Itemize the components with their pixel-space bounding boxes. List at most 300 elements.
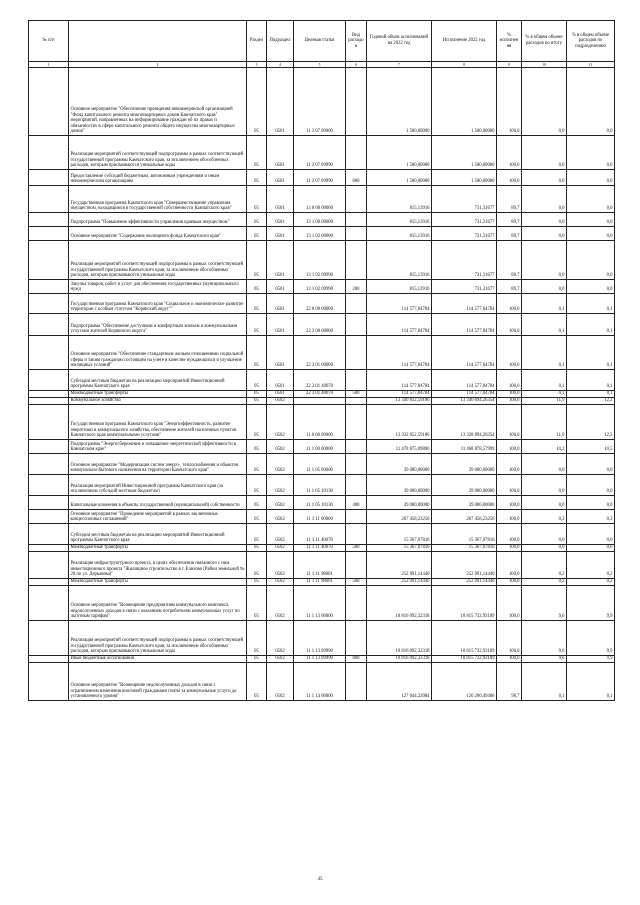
cell-num <box>29 294 69 314</box>
cell-plan: 10 816 092,32318 <box>367 656 432 663</box>
cell-podrazdel: 0501 <box>267 170 294 186</box>
cell-num <box>29 552 69 579</box>
cell-name: Капитальные вложения в объекты государственной (муниципальной) собственности <box>69 496 247 510</box>
cell-num <box>29 398 69 405</box>
cell-share-total: 0,0 <box>522 545 567 552</box>
column-index: 7 <box>367 62 432 68</box>
table-row <box>29 241 615 280</box>
cell-share-sub: 0,1 <box>567 294 615 314</box>
table-row <box>29 510 615 524</box>
cell-fact: 13 328 894,26354 <box>432 405 497 440</box>
cell-razdel: 05 <box>247 405 267 440</box>
cell-vid <box>346 294 367 314</box>
table-row <box>29 405 615 440</box>
cell-num <box>29 545 69 552</box>
cell-num <box>29 496 69 510</box>
cell-razdel: 05 <box>247 370 267 391</box>
cell-fact: 15 367,07816 <box>432 545 497 552</box>
cell-razdel: 05 <box>247 545 267 552</box>
cell-share-total: 0,0 <box>522 213 567 227</box>
cell-fact: 39 000,00000 <box>432 475 497 496</box>
cell-pct: 100,0 <box>497 454 522 475</box>
table-row <box>29 440 615 454</box>
cell-razdel: 05 <box>247 68 267 136</box>
cell-fact: 39 000,00000 <box>432 454 497 475</box>
cell-podrazdel: 0501 <box>267 213 294 227</box>
cell-share-sub: 0,2 <box>567 579 615 586</box>
cell-vid: 800 <box>346 656 367 663</box>
cell-share-total: 9,6 <box>522 656 567 663</box>
table-row <box>29 552 615 579</box>
cell-share-total: 10,2 <box>522 440 567 454</box>
table-row <box>29 294 615 314</box>
table-row <box>29 170 615 186</box>
table-row <box>29 496 615 510</box>
cell-razdel: 05 <box>247 213 267 227</box>
cell-num <box>29 579 69 586</box>
cell-name: Межбюджетные трансферты <box>69 545 247 552</box>
cell-podrazdel: 0502 <box>267 510 294 524</box>
header-razdel: Раздел <box>247 21 267 62</box>
header-podrazdel: Подраздел <box>267 21 294 62</box>
cell-podrazdel: 0502 <box>267 552 294 579</box>
column-index: 3 <box>247 62 267 68</box>
cell-celevaya: 13 1 02 00000 <box>294 227 346 241</box>
cell-fact: 731,31677 <box>432 241 497 280</box>
cell-plan: 15 367,07816 <box>367 524 432 545</box>
cell-razdel: 05 <box>247 391 267 398</box>
header-row <box>29 21 615 62</box>
cell-podrazdel: 0501 <box>267 186 294 213</box>
table-row <box>29 545 615 552</box>
cell-razdel: 05 <box>247 524 267 545</box>
cell-podrazdel: 0501 <box>267 136 294 170</box>
cell-podrazdel: 0501 <box>267 280 294 294</box>
cell-vid: 500 <box>346 391 367 398</box>
cell-vid <box>346 336 367 370</box>
cell-share-sub: 0,1 <box>567 370 615 391</box>
cell-fact: 13 346 694,26354 <box>432 398 497 405</box>
budget-table-sheet <box>28 20 614 701</box>
cell-fact: 1 500,00000 <box>432 136 497 170</box>
cell-pct: 100,0 <box>497 336 522 370</box>
cell-vid <box>346 552 367 579</box>
cell-share-sub: 9,9 <box>567 586 615 621</box>
header-pct-razdel: % в общем объеме расходов по подразделению <box>567 21 615 62</box>
cell-pct: 89,7 <box>497 213 522 227</box>
cell-name: Основное мероприятие "Возмещение недополученных доходов в связи с ограничением изменения вносимой гражданами платы за коммунальные услуги до установленного уровня" <box>69 663 247 701</box>
cell-celevaya: 11 1 05 00000 <box>294 454 346 475</box>
cell-name: Подпрограмма "Повышение эффективности управления краевым имуществом" <box>69 213 247 227</box>
cell-vid <box>346 405 367 440</box>
cell-celevaya: 13 1 02 09990 <box>294 241 346 280</box>
cell-celevaya: 13 1 00 00000 <box>294 213 346 227</box>
table-row <box>29 370 615 391</box>
cell-num <box>29 170 69 186</box>
cell-vid <box>346 68 367 136</box>
header-name <box>69 21 247 62</box>
cell-podrazdel: 0502 <box>267 524 294 545</box>
header-celevaya: Целевая статья <box>294 21 346 62</box>
cell-share-total: 0,0 <box>522 227 567 241</box>
cell-fact: 39 000,00000 <box>432 496 497 510</box>
table-row <box>29 186 615 213</box>
cell-razdel: 05 <box>247 136 267 170</box>
cell-num <box>29 405 69 440</box>
cell-fact: 114 577,84784 <box>432 370 497 391</box>
cell-razdel: 05 <box>247 510 267 524</box>
cell-razdel: 05 <box>247 656 267 663</box>
cell-celevaya: 13 1 02 09990 <box>294 280 346 294</box>
cell-num <box>29 524 69 545</box>
cell-pct: 100,0 <box>497 314 522 336</box>
cell-num <box>29 454 69 475</box>
cell-pct: 100,0 <box>497 656 522 663</box>
cell-vid <box>346 586 367 621</box>
cell-celevaya <box>294 398 346 405</box>
cell-celevaya: 11 1 13 00000 <box>294 586 346 621</box>
cell-fact: 252 091,14440 <box>432 579 497 586</box>
cell-share-total: 11,9 <box>522 398 567 405</box>
cell-share-total: 0,1 <box>522 391 567 398</box>
cell-name: Подпрограмма "Обеспечение доступным и комфортным жильем и коммунальными услугами жителей Корякского округа" <box>69 314 247 336</box>
cell-celevaya: 22 3 00 00000 <box>294 314 346 336</box>
cell-podrazdel: 0502 <box>267 405 294 440</box>
column-index: 2 <box>69 62 247 68</box>
table-row <box>29 280 615 294</box>
cell-share-total: 0,0 <box>522 186 567 213</box>
cell-share-total: 0,1 <box>522 294 567 314</box>
cell-celevaya: 11 1 05 10130 <box>294 496 346 510</box>
cell-num <box>29 475 69 496</box>
cell-razdel: 05 <box>247 663 267 701</box>
cell-vid <box>346 370 367 391</box>
cell-share-sub: 0,0 <box>567 227 615 241</box>
cell-podrazdel: 0502 <box>267 621 294 656</box>
cell-fact: 731,31677 <box>432 227 497 241</box>
cell-share-total: 0,0 <box>522 496 567 510</box>
cell-pct: 89,7 <box>497 227 522 241</box>
cell-num <box>29 510 69 524</box>
cell-plan: 815,13916 <box>367 227 432 241</box>
cell-vid <box>346 621 367 656</box>
header-ispolneno: Исполнение 2022 год <box>432 21 497 62</box>
cell-podrazdel: 0502 <box>267 579 294 586</box>
cell-share-total: 0,0 <box>522 280 567 294</box>
cell-share-total: 0,2 <box>522 552 567 579</box>
cell-share-sub: 0,1 <box>567 391 615 398</box>
cell-pct: 100,0 <box>497 391 522 398</box>
cell-celevaya: 11 1 00 00000 <box>294 440 346 454</box>
cell-vid <box>346 454 367 475</box>
header-num: № п/п <box>29 21 69 62</box>
table-row <box>29 398 615 405</box>
cell-share-total: 0,0 <box>522 524 567 545</box>
cell-plan: 1 500,00000 <box>367 68 432 136</box>
cell-vid <box>346 510 367 524</box>
cell-share-sub: 0,0 <box>567 186 615 213</box>
cell-name: Предоставление субсидий бюджетным, автономным учреждениям и иным некоммерческим организациям <box>69 170 247 186</box>
cell-fact: 1 500,00000 <box>432 68 497 136</box>
cell-plan: 114 577,84784 <box>367 294 432 314</box>
cell-vid <box>346 475 367 496</box>
cell-name: Подпрограмма "Энергосбережение и повышение энергетической эффективности в Камчатском крае" <box>69 440 247 454</box>
cell-share-total: 0,1 <box>522 370 567 391</box>
cell-pct: 89,7 <box>497 186 522 213</box>
cell-name: Реализация мероприятий Инвестиционной программы Камчатского края (за исключением субсидий местным бюджетам) <box>69 475 247 496</box>
cell-celevaya: 22 3 01 00000 <box>294 336 346 370</box>
cell-name: Государственная программа Камчатского края "Социальное и экономическое развитие территории с особым статусом "Корякский округ"" <box>69 294 247 314</box>
cell-num <box>29 336 69 370</box>
cell-razdel: 05 <box>247 579 267 586</box>
cell-share-sub: 0,0 <box>567 524 615 545</box>
cell-razdel: 05 <box>247 227 267 241</box>
cell-pct: 89,7 <box>497 280 522 294</box>
cell-num <box>29 391 69 398</box>
table-row <box>29 586 615 621</box>
cell-vid <box>346 314 367 336</box>
cell-pct: 100,0 <box>497 545 522 552</box>
cell-fact: 114 577,84784 <box>432 294 497 314</box>
cell-name: Основное мероприятие "Проведение мероприятий в рамках заключенных концессионных соглашений" <box>69 510 247 524</box>
cell-name: Закупка товаров, работ и услуг для обеспечения государственных (муниципальных) нужд <box>69 280 247 294</box>
cell-share-sub: 0,0 <box>567 454 615 475</box>
cell-vid <box>346 398 367 405</box>
cell-share-sub: 0,1 <box>567 314 615 336</box>
cell-share-total: 0,1 <box>522 314 567 336</box>
cell-razdel: 05 <box>247 454 267 475</box>
cell-celevaya: 11 1 11 98001 <box>294 552 346 579</box>
cell-plan: 39 000,00000 <box>367 496 432 510</box>
cell-num <box>29 136 69 170</box>
cell-pct: 100,0 <box>497 170 522 186</box>
cell-plan: 13 340 832,59186 <box>367 398 432 405</box>
cell-num <box>29 280 69 294</box>
cell-celevaya: 11 0 00 00000 <box>294 405 346 440</box>
cell-pct: 100,0 <box>497 496 522 510</box>
cell-pct: 100,0 <box>497 68 522 136</box>
cell-vid: 500 <box>346 579 367 586</box>
cell-share-sub: 0,1 <box>567 663 615 701</box>
cell-fact: 15 367,07816 <box>432 524 497 545</box>
cell-celevaya: 11 1 13 09990 <box>294 656 346 663</box>
cell-pct: 100,0 <box>497 136 522 170</box>
cell-razdel: 05 <box>247 586 267 621</box>
cell-plan: 815,13916 <box>367 213 432 227</box>
cell-podrazdel: 0501 <box>267 68 294 136</box>
cell-podrazdel: 0502 <box>267 475 294 496</box>
cell-fact: 731,31677 <box>432 280 497 294</box>
cell-num <box>29 370 69 391</box>
cell-num <box>29 656 69 663</box>
cell-share-sub: 0,0 <box>567 170 615 186</box>
cell-podrazdel: 0502 <box>267 454 294 475</box>
cell-fact: 126 206,49406 <box>432 663 497 701</box>
header-godovoy: Годовой объем ассигнований на 2022 год <box>367 21 432 62</box>
cell-share-sub: 0,1 <box>567 336 615 370</box>
cell-celevaya: 11 1 11 98001 <box>294 579 346 586</box>
cell-name: Реализация инфраструктурного проекта, в целях обеспечения связанного с ним инвестиционного проекта "Жилищное строительство в г. Елизово (Район земельной № 20 по ул. Деркачева)" <box>69 552 247 579</box>
cell-share-sub: 0,0 <box>567 136 615 170</box>
cell-share-sub: 0,0 <box>567 213 615 227</box>
table-row <box>29 314 615 336</box>
cell-razdel: 05 <box>247 621 267 656</box>
cell-pct: 100,0 <box>497 586 522 621</box>
cell-vid: 400 <box>346 496 367 510</box>
column-index: 9 <box>497 62 522 68</box>
cell-name: Субсидии местным бюджетам на реализацию мероприятий Инвестиционной программы Камчатского края <box>69 370 247 391</box>
table-row <box>29 579 615 586</box>
cell-podrazdel: 0502 <box>267 545 294 552</box>
cell-share-total: 0,0 <box>522 475 567 496</box>
cell-share-total: 9,6 <box>522 621 567 656</box>
cell-podrazdel: 0501 <box>267 314 294 336</box>
cell-num <box>29 440 69 454</box>
cell-vid <box>346 663 367 701</box>
cell-num <box>29 241 69 280</box>
cell-vid <box>346 524 367 545</box>
cell-podrazdel: 0502 <box>267 398 294 405</box>
cell-num <box>29 586 69 621</box>
table-row <box>29 213 615 227</box>
cell-fact: 114 577,84784 <box>432 391 497 398</box>
cell-fact: 731,31677 <box>432 186 497 213</box>
cell-plan: 10 816 092,32318 <box>367 586 432 621</box>
cell-pct: 100,0 <box>497 294 522 314</box>
cell-plan: 114 577,84784 <box>367 314 432 336</box>
cell-vid <box>346 440 367 454</box>
cell-razdel: 05 <box>247 186 267 213</box>
cell-share-total: 0,0 <box>522 170 567 186</box>
cell-name: Основное мероприятие "Содержание жилищного фонда Камчатского края" <box>69 227 247 241</box>
cell-podrazdel: 0501 <box>267 294 294 314</box>
cell-name: Иные бюджетные ассигнования <box>69 656 247 663</box>
table-row <box>29 68 615 136</box>
cell-vid: 600 <box>346 170 367 186</box>
cell-name: Межбюджетные трансферты <box>69 579 247 586</box>
table-row <box>29 524 615 545</box>
cell-share-sub: 0,2 <box>567 510 615 524</box>
cell-pct: 100,0 <box>497 621 522 656</box>
cell-share-total: 0,1 <box>522 663 567 701</box>
cell-share-total: 0,0 <box>522 454 567 475</box>
table-body <box>29 68 615 701</box>
cell-share-total: 0,1 <box>522 336 567 370</box>
cell-podrazdel: 0501 <box>267 227 294 241</box>
cell-plan: 1 500,00000 <box>367 136 432 170</box>
cell-vid <box>346 186 367 213</box>
cell-share-sub: 12,2 <box>567 398 615 405</box>
column-index: 10 <box>522 62 567 68</box>
cell-razdel: 05 <box>247 280 267 294</box>
cell-share-sub: 9,9 <box>567 621 615 656</box>
column-index: 6 <box>346 62 367 68</box>
cell-pct: 100,0 <box>497 475 522 496</box>
cell-share-total: 0,0 <box>522 241 567 280</box>
cell-pct: 98,7 <box>497 663 522 701</box>
header-pct-obsh: % в общем объеме расходов по итогу <box>522 21 567 62</box>
cell-num <box>29 213 69 227</box>
cell-share-sub: 0,0 <box>567 241 615 280</box>
cell-share-sub: 0,0 <box>567 545 615 552</box>
cell-pct: 100,0 <box>497 552 522 579</box>
cell-podrazdel: 0501 <box>267 336 294 370</box>
cell-num <box>29 663 69 701</box>
cell-share-total: 0,0 <box>522 136 567 170</box>
table-row <box>29 663 615 701</box>
cell-celevaya: 22 3 01 40070 <box>294 391 346 398</box>
cell-share-sub: 0,0 <box>567 280 615 294</box>
cell-share-sub: 0,2 <box>567 552 615 579</box>
cell-name: Межбюджетные трансферты <box>69 391 247 398</box>
cell-celevaya: 13 0 00 00000 <box>294 186 346 213</box>
cell-fact: 10 815 732,93189 <box>432 621 497 656</box>
cell-share-sub: 0,0 <box>567 475 615 496</box>
cell-razdel: 05 <box>247 336 267 370</box>
cell-vid <box>346 136 367 170</box>
cell-celevaya: 22 0 00 00000 <box>294 294 346 314</box>
cell-plan: 15 367,07816 <box>367 545 432 552</box>
cell-name: Основное мероприятие "Обеспечение проведения некоммерческой организацией "Фонд капитального ремонта многоквартирных домов Камчатского края" мероприятий, направленных на информирование граждан об их правах и обязанностях в сфере капитального ремонта общего имущества многоквартирных домов" <box>69 68 247 136</box>
cell-share-total: 9,6 <box>522 586 567 621</box>
cell-name: Субсидии местным бюджетам на реализацию мероприятий Инвестиционной программы Камчатского края <box>69 524 247 545</box>
cell-plan: 114 577,84784 <box>367 336 432 370</box>
cell-plan: 114 577,84784 <box>367 370 432 391</box>
cell-pct: 100,0 <box>497 579 522 586</box>
cell-name: Реализация мероприятий соответствующей подпрограммы в рамках соответствующей государственной программы Камчатского края, за исключением обособленных расходов, которым присваиваются уникальные коды <box>69 621 247 656</box>
cell-pct: 89,7 <box>497 241 522 280</box>
cell-podrazdel: 0502 <box>267 586 294 621</box>
cell-name: Государственная программа Камчатского края "Энергоэффективность, развитие энергетики и коммунального хозяйства, обеспечение жителей населенных пунктов Камчатского края коммунальными услугами" <box>69 405 247 440</box>
cell-name: Основное мероприятие "Модернизация систем энерго-, теплоснабжения и объектов коммунально-бытового назначения на территории Камчатского края" <box>69 454 247 475</box>
cell-podrazdel: 0501 <box>267 391 294 398</box>
cell-share-sub: 0,0 <box>567 68 615 136</box>
cell-num <box>29 314 69 336</box>
cell-pct: 100,0 <box>497 398 522 405</box>
cell-plan: 1 500,00000 <box>367 170 432 186</box>
cell-fact: 114 577,84784 <box>432 336 497 370</box>
column-index: 5 <box>294 62 346 68</box>
cell-podrazdel: 0502 <box>267 440 294 454</box>
page-number: 45 <box>317 877 323 882</box>
cell-plan: 815,13916 <box>367 241 432 280</box>
cell-pct: 100,0 <box>497 405 522 440</box>
cell-podrazdel: 0502 <box>267 656 294 663</box>
cell-podrazdel: 0502 <box>267 496 294 510</box>
cell-razdel: 05 <box>247 552 267 579</box>
cell-celevaya: 11 3 07 09990 <box>294 136 346 170</box>
cell-share-total: 0,0 <box>522 68 567 136</box>
cell-vid <box>346 213 367 227</box>
cell-fact: 267 458,23256 <box>432 510 497 524</box>
cell-podrazdel: 0502 <box>267 663 294 701</box>
cell-celevaya: 22 3 01 40070 <box>294 370 346 391</box>
cell-razdel: 05 <box>247 475 267 496</box>
cell-share-sub: 12,2 <box>567 405 615 440</box>
cell-razdel: 05 <box>247 314 267 336</box>
cell-celevaya: 11 1 11 40070 <box>294 545 346 552</box>
cell-plan: 252 091,14440 <box>367 579 432 586</box>
cell-fact: 1 500,00000 <box>432 170 497 186</box>
cell-fact: 10 815 732,93189 <box>432 586 497 621</box>
cell-celevaya: 11 3 07 00000 <box>294 68 346 136</box>
cell-celevaya: 11 1 13 09990 <box>294 621 346 656</box>
cell-vid <box>346 241 367 280</box>
cell-plan: 10 816 092,32318 <box>367 621 432 656</box>
cell-celevaya: 11 3 07 09990 <box>294 170 346 186</box>
cell-share-sub: 9,9 <box>567 656 615 663</box>
cell-name: Коммунальное хозяйство <box>69 398 247 405</box>
